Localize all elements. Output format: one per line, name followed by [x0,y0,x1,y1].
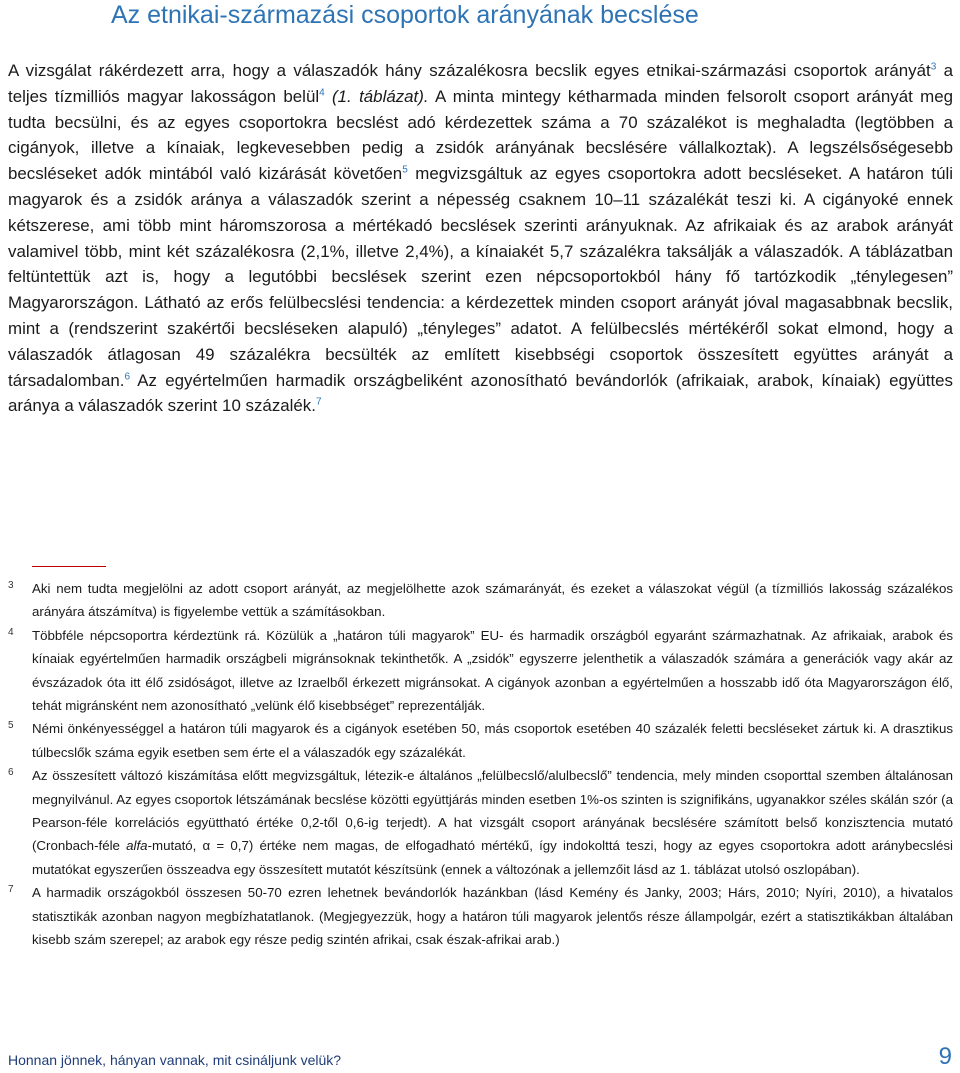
paragraph-segment: Az egyértelműen harmadik országbeliként azonosítható bevándorlók (afrikaiak, arabok, kínaiak) együttes aránya a válaszadók szerint 10 százalék. [8,370,953,416]
footnote-7 [8,881,953,951]
table-reference: (1. táblázat). [324,86,429,106]
footnote-number: 6 [8,767,14,779]
footnote-text: A harmadik országokból összesen 50-70 ezren lehetnek bevándorlók hazánkban (lásd Kemény és Janky, 2003; Hárs, 2010; Nyíri, 2010), a hivatalos statisztikák azonban nagyon megbízhatatlanok. (Megjegyezzük, hogy a határon túli magyarok jelentős része állampolgár, ezért a statisztikákban általában kisebb szám szerepel; az arabok egy része pedig szintén afrikai, csak észak-afrikai arab.) [32,885,953,948]
footnote-ref[interactable]: 3 [930,61,937,73]
footnotes [8,577,953,952]
running-footer-title: Honnan jönnek, hányan vannak, mit csináljunk velük? [8,1052,342,1068]
footnote-6 [8,764,953,881]
paragraph-segment: A vizsgálat rákérdezett arra, hogy a válaszadók hány százalékosra becslik egyes etnikai-származási csoportok arányát [8,61,931,80]
footnote-number: 5 [8,720,14,732]
footnote-number: 3 [8,580,14,591]
paragraph-segment: A minta mintegy kétharmada minden felsorolt csoport arányát meg tudta becsülni, és az egyes csoportokra becslést adó kérdezettek száma a 70 százalékot is meghaladta (legtöbben a cigányok, illetve a kínaiak, legkevesebben pedig a zsidók arányának becslésére vállalkoztak). A legszélsőségesebb becsléseket adók mintából való kizárását követően [8,86,953,184]
footnote-text: Aki nem tudta megjelölni az adott csoport arányát, az megjelölhette azok számarányát, és ezeket a válaszokat végül (a tízmilliós lakosság százalékos arányára átszámítva) is figyelembe vettük a számításokban. [32,581,953,620]
footnote-text-part: -mutató, α = 0,7) értéke nem magas, de elfogadható mértékű, így indokolttá teszi, hogy az egyes csoportokra adott aránybecslési mutatókat egyszerűen összeadva egy összesített mutatót készítsünk (ennek a változónak a jellemzőit lásd az 1. táblázat utolsó oszlopában). [32,838,953,877]
page-number: 9 [938,1043,952,1070]
footnote-3 [8,577,953,624]
footnote-4 [8,624,953,718]
footnote-number: 7 [8,884,14,896]
footnote-text [32,764,953,881]
footnote-ref[interactable]: 6 [124,370,130,382]
footnote-text-part: Az összesített változó kiszámítása előtt megvizsgáltuk, létezik-e általános „felülbecslő/alulbecslő” tendencia, mely minden csoporttal szemben általánosan megnyilvánul. Az egyes csoportok létszámának becslése közötti együttjárás minden esetben 1%-os szinten is szignifikáns, ugyanakkor széles skálán szór (a Pearson-féle korrelációs együttható értéke 0,2-től 0,6-ig terjedt). A hat vizsgált csoport arányának becslésére számított belső konzisztencia mutató (Cronbach-féle [32,768,953,854]
page-title: Az etnikai-származási csoportok arányának becslése [111,1,699,29]
footnote-ref[interactable]: 5 [402,164,408,176]
body-paragraph [8,58,953,419]
footnote-ref[interactable]: 4 [319,87,325,99]
footnote-ref[interactable]: 7 [315,396,322,408]
paragraph-segment: megvizsgáltuk az egyes csoportokra adott becsléseket. A határon túli magyarok és a zsidók aránya a válaszadók szerint a népesség csaknem 10–11 százalékát teszi ki. A cigányoké ennek kétszerese, ami több mint háromszorosa a mértékadó becslések szerinti arányuknak. Az afrikaiak és az arabok arányát valamivel több, mint két százalékosra (2,1%, illetve 2,4%), a kínaiakét 5,7 százalékra taksálják a válaszadók. A táblázatban feltüntettük azt is, hogy a legutóbbi becslések szerint ezen népcsoportokból hány fő tartózkodik „ténylegesen” Magyarországon. Látható az erős felülbecslési tendencia: a kérdezettek minden csoport arányát jóval magasabbnak becslik, mint a (rendszerint szakértői becsléseken alapuló) „tényleges” adatot. A felülbecslés mértékéről sokat elmond, hogy a válaszadók átlagosan 49 százalékra becsülték az említett kisebbségi csoportok összesített együttes arányát a társadalomban. [8,164,953,390]
footnote-number: 4 [8,626,14,638]
footnote-text: Némi önkényességgel a határon túli magyarok és a cigányok esetében 50, más csoportok esetében 40 százalék feletti becsléseket zártuk ki. A drasztikus túlbecslők száma egyik esetben sem érte el a válaszadók egy százalékát. [32,721,953,760]
footnote-separator [32,566,106,567]
paragraph-segment: a teljes tízmilliós magyar lakosságon belül [8,61,953,106]
footnote-italic-term: alfa [126,838,148,854]
footnote-text: Többféle népcsoportra kérdeztünk rá. Közülük a „határon túli magyarok” EU- és harmadik országból egyaránt származhatnak. Az afrikaiak, arabok és kínaiak egyértelműen harmadik országbeli migránsoknak tekinthetők. A „zsidók” egyszerre jelenthetik a válaszadók számára a generációk vagy akár az évszázadok óta itt élő zsidóságot, illetve az Izraelből érkezett migránsokat. A cigányok azonban a egyértelműen a hosszabb idő óta Magyarországon élő, tehát migránsként nem azonosítható „velünk élő kisebbséget” reprezentálják. [32,627,953,714]
footnote-5 [8,717,953,764]
